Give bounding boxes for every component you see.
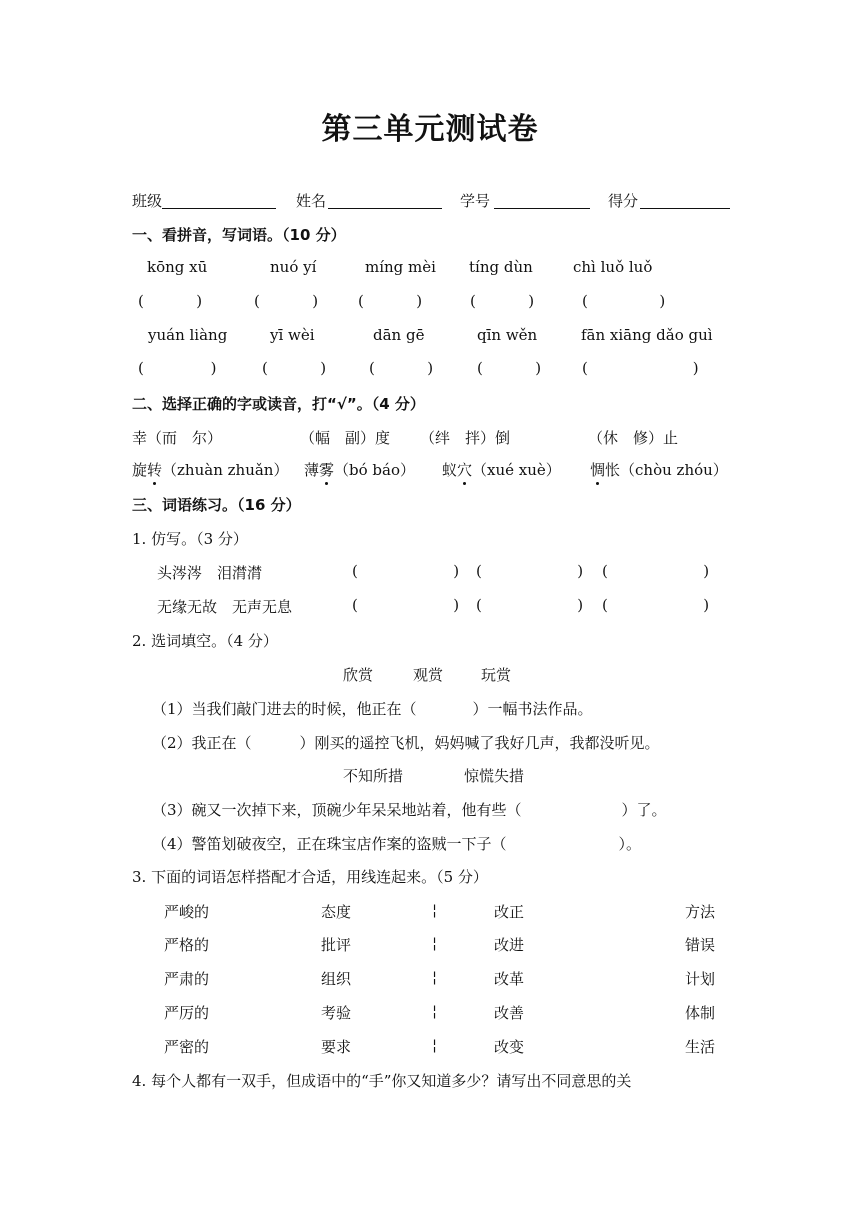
name-blank[interactable] <box>328 190 442 209</box>
answer-bracket[interactable]: ( ) <box>602 562 710 580</box>
answer-bracket[interactable]: ( ) <box>476 596 584 614</box>
answer-bracket[interactable]: ( ) <box>358 292 423 310</box>
match-word[interactable]: 严格的 <box>164 936 210 954</box>
answer-bracket[interactable]: ( ) <box>470 292 535 310</box>
pinyin-item: chì luǒ luǒ <box>573 258 653 276</box>
match-separator: ¦ <box>432 1036 438 1054</box>
match-word[interactable]: 批评 <box>321 936 352 954</box>
pinyin-row-2 <box>0 326 860 350</box>
question-3-label: 3. 下面的词语怎样搭配才合适，用线连起来。（5 分） <box>132 868 488 886</box>
pinyin-item: fān xiāng dǎo guì <box>581 326 713 344</box>
student-info-line <box>0 190 860 214</box>
answer-bracket[interactable]: ( ) <box>477 359 542 377</box>
pinyin-item: qīn wěn <box>477 326 538 344</box>
id-blank[interactable] <box>494 190 590 209</box>
char-choice-item[interactable]: （幅 副）度 <box>300 429 391 447</box>
match-word[interactable]: 严厉的 <box>164 1004 210 1022</box>
answer-bracket[interactable]: ( ) <box>138 292 203 310</box>
match-word[interactable]: 态度 <box>321 903 352 921</box>
name-label: 姓名 <box>296 192 327 210</box>
answer-bracket[interactable]: ( ) <box>254 292 319 310</box>
reading-choice-item[interactable]: 惆怅（chòu zhóu） <box>590 461 728 479</box>
match-word[interactable]: 生活 <box>685 1038 716 1056</box>
match-separator: ¦ <box>432 968 438 986</box>
word-bank-item: 玩赏 <box>481 666 512 684</box>
answer-bracket[interactable]: ( ) <box>582 359 699 377</box>
word-bank-item: 惊慌失措 <box>464 767 525 785</box>
match-word[interactable]: 错误 <box>685 936 716 954</box>
class-blank[interactable] <box>162 190 276 209</box>
pinyin-item: tíng dùn <box>469 258 533 276</box>
match-word[interactable]: 考验 <box>321 1004 352 1022</box>
match-word[interactable]: 改善 <box>494 1004 525 1022</box>
pinyin-item: nuó yí <box>270 258 317 276</box>
match-row <box>0 934 860 958</box>
word-bank-1 <box>0 664 860 688</box>
answer-bracket[interactable]: ( ) <box>352 562 460 580</box>
pinyin-item: kōng xū <box>147 258 208 276</box>
section-3-heading: 三、词语练习。（16 分） <box>132 496 301 514</box>
example-words: 头涔涔 泪潸潸 <box>157 564 263 582</box>
word-bank-2 <box>0 765 860 789</box>
answer-bracket[interactable]: ( ) <box>262 359 327 377</box>
char-choice-item[interactable]: （休 修）止 <box>588 429 679 447</box>
imitation-row-1 <box>0 562 860 586</box>
match-separator: ¦ <box>432 901 438 919</box>
answer-bracket[interactable]: ( ) <box>582 292 666 310</box>
answer-bracket[interactable]: ( ) <box>369 359 434 377</box>
pinyin-item: yī wèi <box>270 326 315 344</box>
question-1-label: 1. 仿写。（3 分） <box>132 530 248 548</box>
pinyin-item: yuán liàng <box>148 326 228 344</box>
match-word[interactable]: 方法 <box>685 903 716 921</box>
match-word[interactable]: 严峻的 <box>164 903 210 921</box>
page-title: 第三单元测试卷 <box>321 112 539 147</box>
match-word[interactable]: 改变 <box>494 1038 525 1056</box>
answer-bracket[interactable]: ( ) <box>476 562 584 580</box>
pinyin-row-1 <box>0 258 860 282</box>
score-label: 得分 <box>608 192 639 210</box>
answer-brackets-row-1 <box>0 292 860 316</box>
match-word[interactable]: 改进 <box>494 936 525 954</box>
question-2-label: 2. 选词填空。（4 分） <box>132 632 278 650</box>
reading-choice-item[interactable]: 蚁穴（xué xuè） <box>442 461 561 479</box>
id-label: 学号 <box>460 192 491 210</box>
reading-choice-item[interactable]: 旋转（zhuàn zhuǎn） <box>132 461 289 479</box>
word-bank-item: 欣赏 <box>343 666 374 684</box>
score-blank[interactable] <box>640 190 730 209</box>
fill-sentence-4: （4）警笛划破夜空，正在珠宝店作案的盗贼一下子（ ）。 <box>152 835 642 853</box>
answer-bracket[interactable]: ( ) <box>602 596 710 614</box>
answer-brackets-row-2 <box>0 359 860 383</box>
match-row <box>0 968 860 992</box>
match-separator: ¦ <box>432 1002 438 1020</box>
answer-bracket[interactable]: ( ) <box>138 359 217 377</box>
fill-sentence-2: （2）我正在（ ）刚买的遥控飞机，妈妈喊了我好几声，我都没听见。 <box>152 734 660 752</box>
imitation-row-2 <box>0 596 860 620</box>
match-word[interactable]: 改革 <box>494 970 525 988</box>
match-row <box>0 901 860 925</box>
match-row <box>0 1002 860 1026</box>
class-label: 班级 <box>132 192 163 210</box>
char-choice-item[interactable]: （绊 拌）倒 <box>420 429 511 447</box>
match-word[interactable]: 体制 <box>685 1004 716 1022</box>
word-bank-item: 不知所措 <box>343 767 404 785</box>
reading-choice-row <box>0 459 860 483</box>
example-words: 无缘无故 无声无息 <box>157 598 293 616</box>
section-2-heading: 二、选择正确的字或读音，打“√”。（4 分） <box>132 395 425 413</box>
char-choice-item[interactable]: 幸（而 尔） <box>132 429 223 447</box>
fill-sentence-1: （1）当我们敲门进去的时候，他正在（ ）一幅书法作品。 <box>152 700 593 718</box>
word-bank-item: 观赏 <box>413 666 444 684</box>
fill-sentence-3: （3）碗又一次掉下来，顶碗少年呆呆地站着，他有些（ ）了。 <box>152 801 667 819</box>
match-word[interactable]: 组织 <box>321 970 352 988</box>
section-1-heading: 一、看拼音，写词语。（10 分） <box>132 226 346 244</box>
match-row <box>0 1036 860 1060</box>
match-word[interactable]: 要求 <box>321 1038 352 1056</box>
pinyin-item: míng mèi <box>365 258 436 276</box>
match-word[interactable]: 改正 <box>494 903 525 921</box>
match-word[interactable]: 计划 <box>685 970 716 988</box>
match-separator: ¦ <box>432 934 438 952</box>
reading-choice-item[interactable]: 薄雾（bó báo） <box>304 461 416 479</box>
char-choice-row <box>0 427 860 451</box>
match-word[interactable]: 严密的 <box>164 1038 210 1056</box>
match-word[interactable]: 严肃的 <box>164 970 210 988</box>
question-4-label: 4. 每个人都有一双手，但成语中的“手”你又知道多少？请写出不同意思的关 <box>132 1072 632 1090</box>
answer-bracket[interactable]: ( ) <box>352 596 460 614</box>
pinyin-item: dān gē <box>373 326 425 344</box>
